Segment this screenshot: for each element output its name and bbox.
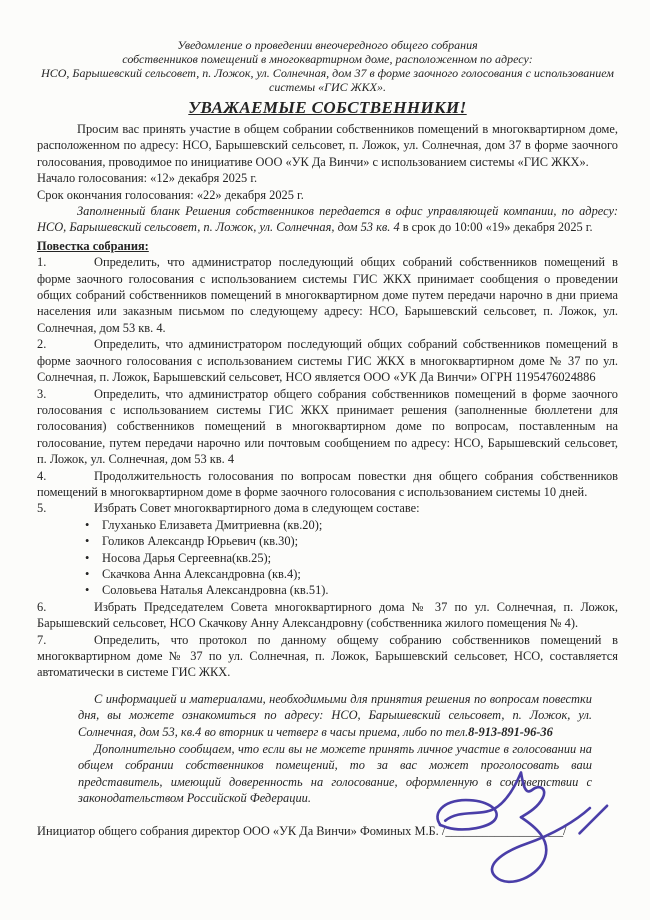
initiator-label: Инициатор общего собрания директор ООО «УК Да Винчи» Фоминых М.Б. /: [37, 823, 446, 838]
phone-number: 8-913-891-96-36: [468, 725, 553, 739]
agenda-item-text: Избрать Председателем Совета многоквартирного дома № 37 по ул. Солнечная, п. Ложок, Барышевский сельсовет, НСО Скачкову Анну Александровну (собственника жилого помещения № 4).: [37, 599, 618, 631]
agenda-bullet-item: [85, 566, 618, 582]
agenda-item: [37, 599, 618, 632]
bullet-marker: •: [85, 566, 90, 581]
agenda-heading: Повестка собрания:: [37, 238, 149, 253]
agenda-item-number: 6.: [37, 599, 47, 614]
agenda-item-number: 1.: [37, 255, 47, 270]
agenda-item: [37, 632, 618, 681]
agenda-item: [37, 336, 618, 385]
bullet-marker: •: [85, 517, 90, 532]
bullet-marker: •: [85, 583, 90, 598]
bullet-marker: •: [85, 550, 90, 565]
bullet-text: Носова Дарья Сергеевна(кв.25);: [102, 550, 272, 565]
bullet-text: Глуханько Елизавета Дмитриевна (кв.20);: [102, 517, 323, 532]
document-body: [37, 121, 618, 681]
voting-end-line: Срок окончания голосования: «22» декабря 2025 г.: [37, 187, 304, 202]
header-line: Уведомление о проведении внеочередного общего собрания: [177, 38, 478, 52]
agenda-bullet-item: [85, 517, 618, 533]
bullet-text: Соловьева Наталья Александровна (кв.51).: [102, 583, 329, 598]
agenda-item-text: Избрать Совет многоквартирного дома в следующем составе:: [94, 501, 420, 516]
signature-stroke: [492, 808, 590, 882]
agenda-item: [37, 254, 618, 336]
document-header: [37, 38, 618, 94]
agenda-item-number: 5.: [37, 501, 47, 516]
info-paragraph: [78, 691, 592, 741]
agenda-item-text: Определить, что администратор последующий общих собраний собственников помещений в форме заочного голосования с использованием системы ГИС ЖКХ принимает сообщения о проведении общих собраний собственников помещений в многоквартирном доме путем передачи нарочно в дни приема населения или заказным письмом по следующему адресу: НСО, Барышевский сельсовет, п. Ложок, ул. Солнечная, дом 53 кв. 4.: [37, 255, 618, 335]
ballot-note-italic-run: Заполненный бланк Решения собственников передается в офис управляющей компании, по адресу: НСО, Барышевский сельсовет, п. Ложок, ул. Солнечная, дом 53 кв. 4: [37, 204, 618, 235]
signature-blank-line: ___________________: [445, 823, 564, 838]
header-line: системы «ГИС ЖКХ».: [269, 80, 386, 94]
bullet-marker: •: [85, 534, 90, 549]
agenda-item-text: Продолжительность голосования по вопросам повестки дня общего собрания собственников помещений в многоквартирном доме в форме заочного голосования с использованием системы 10 дней.: [37, 468, 618, 499]
agenda-item-text: Определить, что протокол по данному общему собранию собственников помещений в многоквартирном доме № 37 по ул. Солнечная, п. Ложок, Барышевский сельсовет, НСО, составляется автоматически в системе ГИС ЖКХ.: [37, 632, 618, 680]
initiator-line: [37, 823, 618, 839]
info-block: [78, 691, 592, 807]
ballot-note-regular-run: в срок до 10:00 «19» декабря 2025 г.: [399, 220, 593, 235]
agenda-bullet-item: [85, 533, 618, 549]
agenda-bullet-list: [37, 517, 618, 599]
signature-stroke: [580, 806, 608, 834]
agenda-item-number: 7.: [37, 632, 47, 647]
header-line: собственников помещений в многоквартирном доме, расположенном по адресу:: [122, 52, 533, 66]
info-paragraph: [78, 741, 592, 807]
agenda-item-number: 2.: [37, 337, 47, 352]
agenda-item-text: Определить, что администратор общего собрания собственников помещений в форме заочного голосования с использованием системы ГИС ЖКХ принимает решения (заполненные бюллетени для голосования) собственников помещений в многоквартирном доме по вопросам, поставленным на голосование, путем передачи нарочно или почтовым сообщением по адресу: НСО, Барышевский сельсовет, п. Ложок, ул. Солнечная, дом 53 кв. 4: [37, 386, 618, 467]
initiator-close-slash: /: [563, 823, 567, 838]
voting-start-line: Начало голосования: «12» декабря 2025 г.: [37, 171, 258, 186]
page-title: УВАЖАЕМЫЕ СОБСТВЕННИКИ!: [188, 98, 467, 117]
agenda-item-number: 4.: [37, 468, 47, 483]
header-line: НСО, Барышевский сельсовет, п. Ложок, ул. Солнечная, дом 37 в форме заочного голосования с использованием: [41, 66, 614, 80]
info-paragraph-text: С информацией и материалами, необходимыми для принятия решения по вопросам повестки дня, вы можете ознакомиться по адресу: НСО, Барышевский сельсовет, п. Ложок, ул. Солнечная, дом 53, кв.4 во вторник и четверг в часы приема, либо по тел.: [78, 691, 592, 739]
bullet-text: Скачкова Анна Александровна (кв.4);: [102, 566, 301, 581]
info-paragraph-text: Дополнительно сообщаем, что если вы не можете принять личное участие в голосовании на общем собрании собственников помещений, то за вас может проголосовать ваш представитель, имеющий доверенность на голосование, оформленную в соответствии с законодательством Российской Федерации.: [78, 741, 592, 806]
agenda-bullet-item: [85, 582, 618, 598]
agenda-item: [37, 468, 618, 501]
bullet-text: Голиков Александр Юрьевич (кв.30);: [102, 534, 299, 549]
intro-paragraph: Просим вас принять участие в общем собрании собственников помещений в многоквартирном доме, расположенном по адресу: НСО, Барышевский сельсовет, п. Ложок, ул. Солнечная, дом 37 в форме заочного голосования, проводимое по инициативе ООО «УК Да Винчи» с использованием системы «ГИС ЖКХ».: [37, 122, 618, 169]
agenda-list: [37, 254, 618, 681]
agenda-bullet-item: [85, 550, 618, 566]
ballot-note-paragraph: [37, 203, 618, 236]
agenda-item: [37, 500, 618, 516]
agenda-item-number: 3.: [37, 386, 47, 401]
agenda-item-text: Определить, что администратором последующий общих собраний собственников помещений в форме заочного голосования с использованием системы ГИС ЖКХ в многоквартирном доме № 37 по ул. Солнечная, п. Ложок, Барышевский сельсовет, НСО является ООО «УК Да Винчи» ОГРН 1195476024886: [37, 337, 618, 385]
agenda-item: [37, 386, 618, 468]
